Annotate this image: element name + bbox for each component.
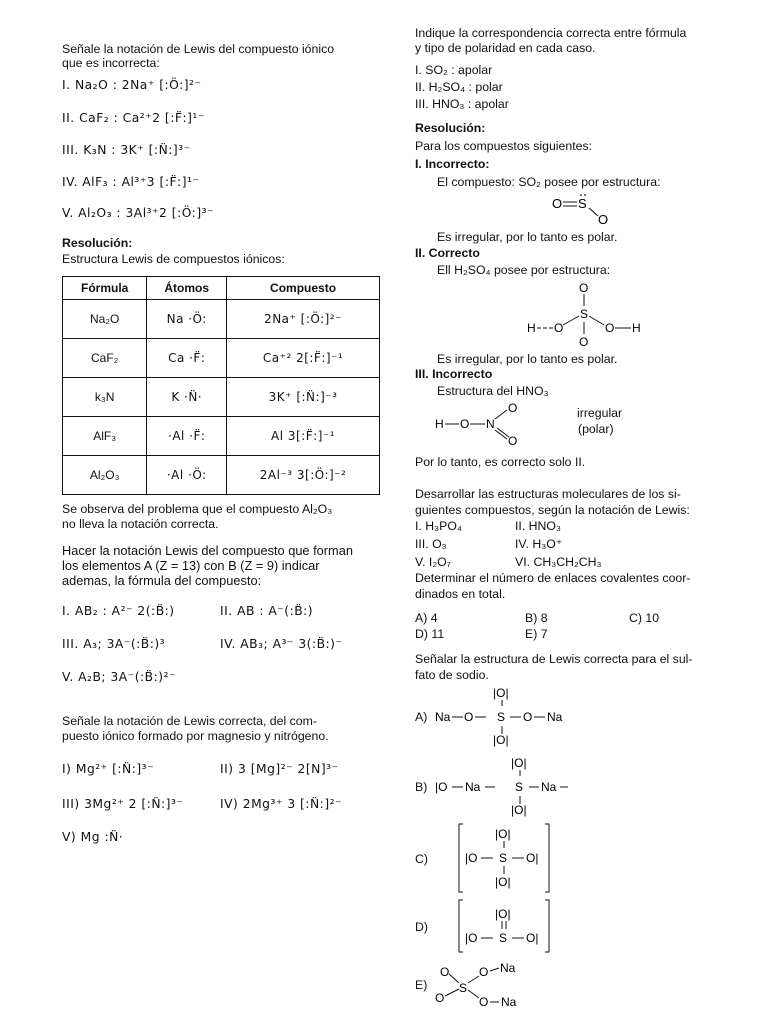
table-cell-atoms: K ·N̈·: [147, 378, 227, 417]
q5-intro-line1: Desarrollar las estructuras moleculares de los si-: [415, 487, 681, 501]
q4-iii-note-line2: (polar): [578, 422, 614, 436]
q6-intro-line1: Señalar la estructura de Lewis correcta para el sul-: [415, 652, 693, 666]
svg-text:Na: Na: [500, 961, 516, 975]
table-header-formula: Fórmula: [63, 277, 147, 300]
so2-atom-o2: O: [598, 212, 609, 226]
table-header-atoms: Átomos: [147, 277, 227, 300]
q5-answer-b: B) 8: [525, 611, 548, 625]
q5-compound-6: VI. CH₃CH₂CH₃: [515, 555, 602, 569]
q6-option-a-structure: [435, 684, 585, 748]
svg-text:S: S: [499, 851, 508, 865]
q6-option-b-label: B): [415, 780, 428, 794]
lewis-table: [62, 276, 380, 495]
table-cell-compound: 2Al⁻³ 3[:Ö:]⁻²: [227, 456, 380, 495]
svg-text:H: H: [527, 321, 536, 335]
q4-i-title: I. Incorrecto:: [415, 157, 490, 171]
q6-option-a-label: A): [415, 710, 428, 724]
q4-item-3: III. HNO₃ : apolar: [415, 97, 509, 111]
q5-answer-a: A) 4: [415, 611, 438, 625]
q1-option-1: I. Na₂O : 2Na⁺ [:Ö:]²⁻: [62, 78, 202, 92]
table-cell-compound: Ca⁺² 2[:F̈:]⁻¹: [227, 339, 380, 378]
q4-ii-title: II. Correcto: [415, 246, 480, 260]
q3-intro-line2: puesto iónico formado por magnesio y nitrógeno.: [62, 729, 329, 743]
q5-compound-4: IV. H₃O⁺: [515, 537, 563, 551]
so2-structure: [550, 190, 610, 226]
q2-option-3: III. A₃; 3A⁻(:B̈:)³: [62, 637, 166, 651]
svg-text:|O|: |O|: [495, 827, 511, 841]
q3-option-3: III) 3Mg²⁺ 2 [:N̈:]³⁻: [62, 797, 184, 811]
svg-text:Na: Na: [547, 710, 563, 724]
svg-text:O: O: [579, 335, 589, 348]
q2-option-4: IV. AB₃; A³⁻ 3(:B̈:)⁻: [220, 637, 343, 651]
svg-text:S: S: [499, 931, 508, 945]
q5-intro-line2: guientes compuestos, según la notación de Lewis:: [415, 503, 690, 517]
table-row: [63, 378, 380, 417]
table-cell-formula: Na₂O: [63, 300, 147, 339]
q3-option-2: II) 3 [Mg]²⁻ 2[N]³⁻: [220, 762, 339, 776]
table-cell-formula: k₃N: [63, 378, 147, 417]
q4-i-text: El compuesto: SO₂ posee por estructura:: [437, 175, 661, 189]
table-row: [63, 456, 380, 495]
q1-conclusion-line1: Se observa del problema que el compuesto Al₂O₃: [62, 502, 333, 516]
svg-text:O: O: [605, 321, 615, 335]
q2-option-2: II. AB : A⁻(:B̈:): [220, 604, 314, 618]
q1-intro-line2: que es incorrecta:: [62, 56, 160, 70]
q4-conclusion: Por lo tanto, es correcto solo II.: [415, 455, 586, 469]
svg-text:|O|: |O|: [511, 756, 527, 770]
q5-question-line2: dinados en total.: [415, 587, 506, 601]
table-cell-compound: Al 3[:F̈:]⁻¹: [227, 417, 380, 456]
q5-compound-3: III. O₃: [415, 537, 447, 551]
q6-intro-line2: fato de sodio.: [415, 668, 489, 682]
q4-ii-conclusion: Es irregular, por lo tanto es polar.: [437, 352, 618, 366]
q4-iii-title: III. Incorrecto: [415, 367, 493, 381]
q1-option-3: III. K₃N : 3K⁺ [:N̈:]³⁻: [62, 143, 191, 157]
q4-intro-line2: y tipo de polaridad en cada caso.: [415, 41, 596, 55]
svg-text:Na: Na: [435, 710, 451, 724]
svg-text:|O: |O: [435, 780, 448, 794]
table-row: [63, 417, 380, 456]
q2-option-1: I. AB₂ : A²⁻ 2(:B̈:): [62, 604, 175, 618]
svg-text:S: S: [497, 710, 506, 724]
q2-intro-line2: los elementos A (Z = 13) con B (Z = 9) indicar: [62, 558, 320, 573]
svg-text:O: O: [579, 281, 589, 295]
q1-resolution-text: Estructura Lewis de compuestos iónicos:: [62, 252, 285, 266]
svg-text:|O|: |O|: [493, 686, 509, 700]
q3-option-5: V) Mg :N̈·: [62, 830, 124, 844]
svg-text:S: S: [459, 981, 468, 995]
q6-option-e-label: E): [415, 978, 428, 992]
q2-option-5: V. A₂B; 3A⁻(:B̈:)²⁻: [62, 670, 176, 684]
q3-option-1: I) Mg²⁺ [:N̈:]³⁻: [62, 762, 155, 776]
q5-compound-2: II. HNO₃: [515, 519, 561, 533]
svg-text:O: O: [460, 417, 470, 431]
svg-text:H: H: [435, 417, 444, 431]
svg-text:|O|: |O|: [495, 907, 511, 921]
q5-question-line1: Determinar el número de enlaces covalentes coor-: [415, 571, 691, 585]
q6-option-c-label: C): [415, 852, 428, 866]
svg-text:Na: Na: [465, 780, 481, 794]
q2-intro-line3: ademas, la fórmula del compuesto:: [62, 573, 262, 588]
svg-text:O: O: [508, 434, 518, 446]
q5-answer-c: C) 10: [629, 611, 660, 625]
q1-option-2: II. CaF₂ : Ca²⁺2 [:F̈:]¹⁻: [62, 111, 205, 125]
q2-intro-line1: Hacer la notación Lewis del compuesto que forman: [62, 543, 353, 558]
q6-option-e-structure: [435, 958, 565, 1014]
q5-answer-d: D) 11: [415, 627, 445, 641]
table-cell-compound: 3K⁺ [:N̈:]⁻³: [227, 378, 380, 417]
table-cell-atoms: ·Al ·F̈:: [147, 417, 227, 456]
table-header-row: [63, 277, 380, 300]
svg-text:O: O: [523, 710, 533, 724]
table-row: [63, 339, 380, 378]
svg-text:O|: O|: [526, 931, 539, 945]
q5-answer-e: E) 7: [525, 627, 548, 641]
q5-compound-5: V. I₂O₇: [415, 555, 451, 569]
svg-text:O|: O|: [526, 851, 539, 865]
svg-text:S: S: [580, 307, 589, 321]
q6-option-b-structure: [435, 754, 585, 818]
q4-item-2: II. H₂SO₄ : polar: [415, 80, 503, 94]
table-cell-formula: Al₂O₃: [63, 456, 147, 495]
svg-text:H: H: [632, 321, 641, 335]
q4-intro-line1: Indique la correspondencia correcta entre fórmula: [415, 26, 687, 40]
svg-text:O: O: [554, 321, 564, 335]
q4-item-1: I. SO₂ : apolar: [415, 63, 493, 77]
q1-conclusion-line2: no lleva la notación correcta.: [62, 517, 219, 531]
q5-compound-1: I. H₃PO₄: [415, 519, 462, 533]
q1-intro-line1: Señale la notación de Lewis del compuesto iónico: [62, 42, 335, 56]
svg-text:N: N: [486, 417, 495, 431]
svg-text:O: O: [479, 965, 489, 979]
q4-i-conclusion: Es irregular, por lo tanto es polar.: [437, 230, 618, 244]
svg-text:O: O: [440, 965, 450, 979]
svg-text:Na: Na: [541, 780, 557, 794]
q3-intro-line1: Señale la notación de Lewis correcta, del com-: [62, 714, 317, 728]
q1-resolution-title: Resolución:: [62, 236, 133, 250]
svg-text:O: O: [479, 995, 489, 1009]
table-cell-atoms: Ca ·F̈:: [147, 339, 227, 378]
q6-option-d-structure: [449, 896, 599, 956]
svg-text:S: S: [515, 780, 524, 794]
q1-option-5: V. Al₂O₃ : 3Al³⁺2 [:Ö:]³⁻: [62, 206, 215, 220]
q4-resolution-title: Resolución:: [415, 121, 486, 135]
table-header-compound: Compuesto: [227, 277, 380, 300]
table-cell-atoms: ·Al ·Ö:: [147, 456, 227, 495]
table-cell-atoms: Na ·Ö:: [147, 300, 227, 339]
table-cell-compound: 2Na⁺ [:Ö:]²⁻: [227, 300, 380, 339]
so2-atom-s: S: [578, 196, 587, 211]
svg-text:|O|: |O|: [511, 803, 527, 817]
hno3-structure: [435, 398, 555, 446]
svg-text:O: O: [464, 710, 474, 724]
q1-option-4: IV. AlF₃ : Al³⁺3 [:F̈:]¹⁻: [62, 175, 200, 189]
h2so4-structure: [527, 280, 657, 348]
q6-option-d-label: D): [415, 920, 428, 934]
q4-ii-text: Ell H₂SO₄ posee por estructura:: [437, 263, 611, 277]
q3-option-4: IV) 2Mg³⁺ 3 [:N̈:]²⁻: [220, 797, 343, 811]
q4-iii-text: Estructura del HNO₃: [437, 384, 549, 398]
q4-resolution-text: Para los compuestos siguientes:: [415, 139, 593, 153]
svg-text:|O|: |O|: [493, 733, 509, 747]
svg-text:O: O: [508, 401, 518, 415]
table-cell-formula: CaF₂: [63, 339, 147, 378]
svg-text:O: O: [435, 991, 445, 1005]
svg-text:|O: |O: [465, 931, 478, 945]
svg-text:|O|: |O|: [495, 875, 511, 889]
table-cell-formula: AlF₃: [63, 417, 147, 456]
q6-option-c-structure: [449, 820, 599, 896]
q4-iii-note-line1: irregular: [577, 406, 623, 420]
table-row: [63, 300, 380, 339]
svg-text:|O: |O: [465, 851, 478, 865]
svg-text:Na: Na: [501, 995, 517, 1009]
so2-atom-o: O: [552, 196, 563, 211]
